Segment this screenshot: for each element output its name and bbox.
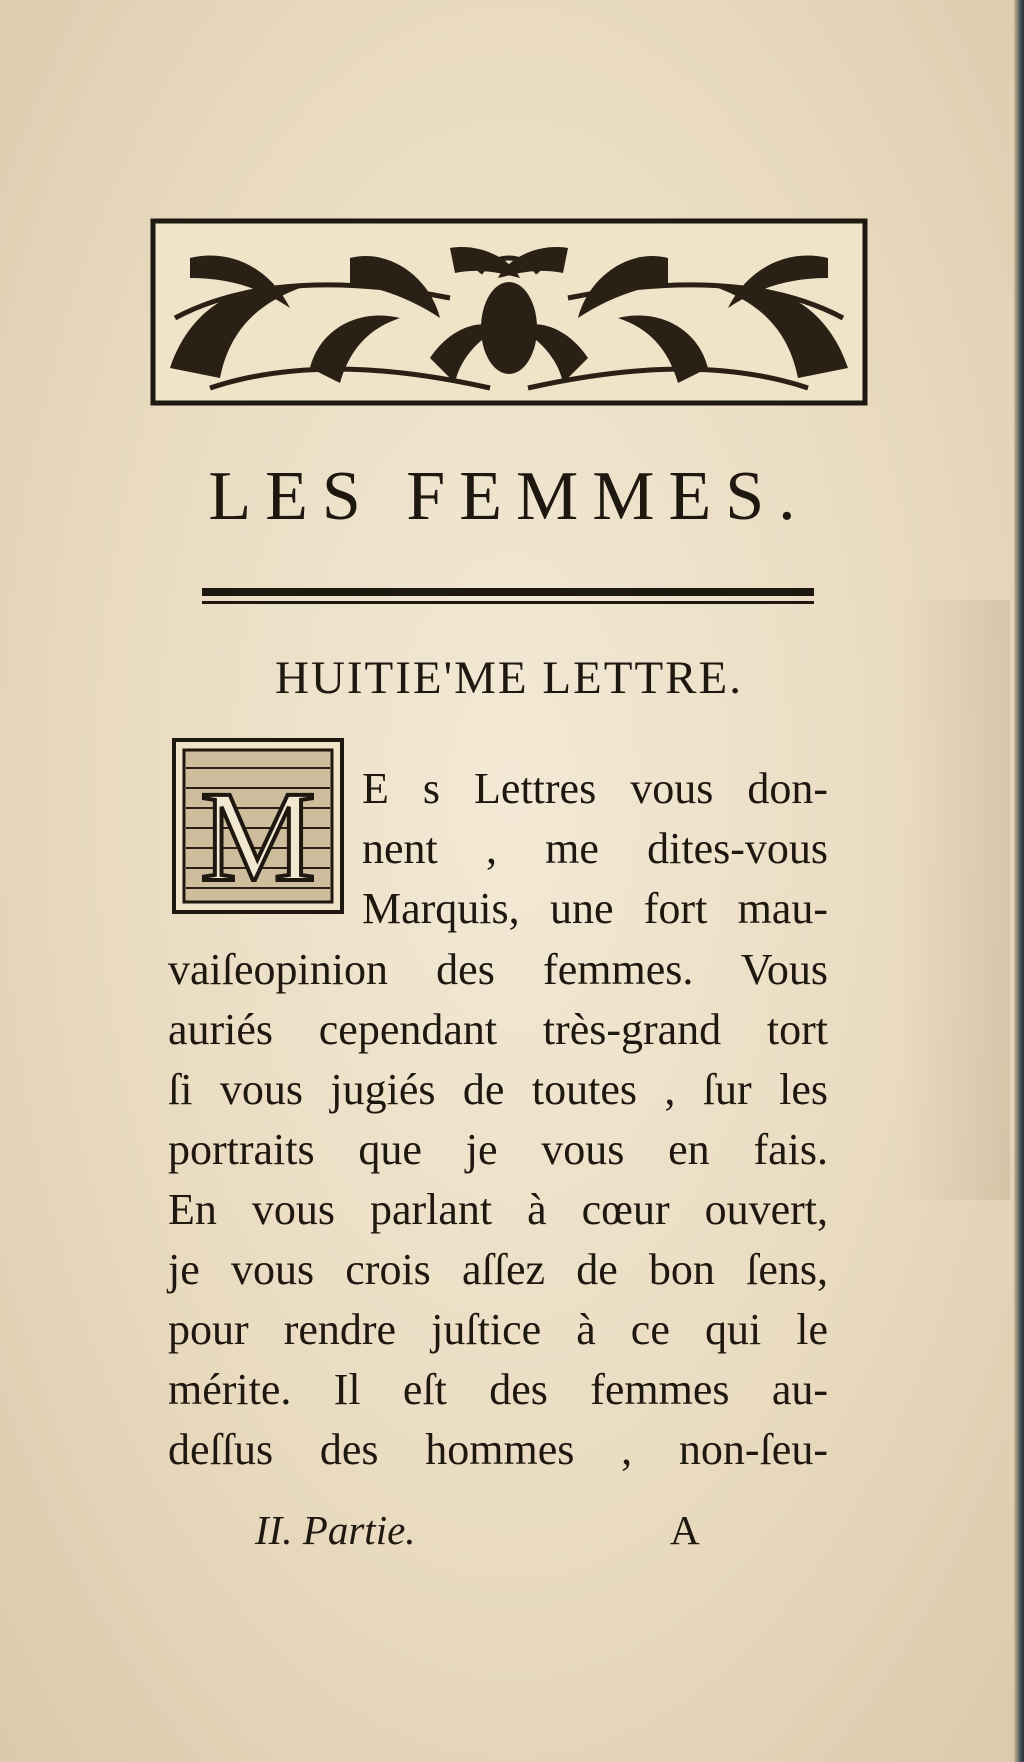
text-line: pour rendre juſtice à ce qui le bbox=[168, 1305, 828, 1354]
text-line: E s Lettres vous don- bbox=[362, 764, 828, 813]
paper-shading bbox=[900, 600, 1010, 1200]
text-line: Marquis, une fort mau- bbox=[362, 884, 828, 933]
text-line: vaiſeopinion des femmes. Vous bbox=[168, 945, 828, 994]
signature-mark: A bbox=[670, 1507, 700, 1553]
text-line: mérite. Il eſt des femmes au- bbox=[168, 1365, 828, 1414]
text-line: auriés cependant très-grand tort bbox=[168, 1005, 828, 1054]
letter-heading: HUITIE'ME LETTRE. bbox=[275, 652, 743, 704]
text-line: ſi vous jugiés de toutes , ſur les bbox=[168, 1065, 828, 1114]
part-label: II. Partie. bbox=[255, 1507, 416, 1553]
text-line: deſſus des hommes , non-ſeu- bbox=[168, 1425, 828, 1474]
text-line: En vous parlant à cœur ouvert, bbox=[168, 1185, 828, 1234]
page-edge bbox=[1014, 0, 1024, 1762]
drop-cap-letter: M bbox=[200, 765, 316, 909]
text-line: portraits que je vous en fais. bbox=[168, 1125, 828, 1174]
rule-thick bbox=[202, 588, 814, 596]
text-line: nent , me dites-vous bbox=[362, 824, 828, 873]
rule-thin bbox=[202, 601, 814, 604]
double-rule bbox=[202, 588, 814, 606]
headpiece-ornament bbox=[150, 218, 868, 406]
text-line: je vous crois aſſez de bon ſens, bbox=[168, 1245, 828, 1294]
page-title: LES FEMMES. bbox=[208, 458, 810, 535]
drop-cap bbox=[172, 738, 344, 914]
